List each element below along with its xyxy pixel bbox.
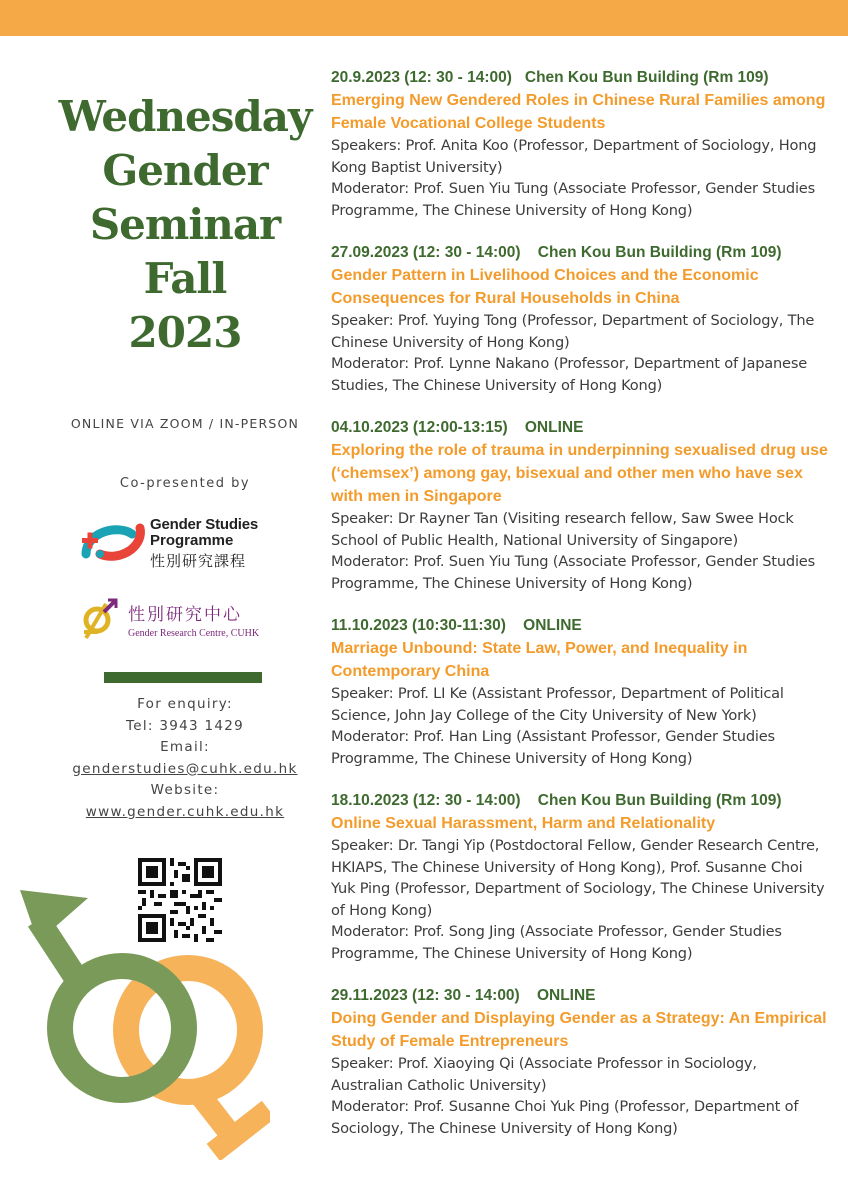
- event-title: Gender Pattern in Livelihood Choices and the Economic Consequences for Rural Households in China: [331, 267, 759, 307]
- gsp-mark-icon: [78, 514, 150, 568]
- event-date-venue: 29.11.2023 (12: 30 - 14:00) ONLINE: [331, 987, 596, 1004]
- gsp-name-zh: 性別研究課程: [150, 552, 247, 570]
- event-title: Doing Gender and Displaying Gender as a Strategy: An Empirical Study of Female Entrepreneurs: [331, 1010, 827, 1050]
- seminar-title: [40, 90, 330, 360]
- gender-studies-programme-logo: [78, 512, 298, 570]
- event-speaker: Speaker: Prof. Yuying Tong (Professor, Department of Sociology, The Chinese University of Hong Kong): [331, 312, 815, 351]
- divider-bar: [104, 672, 262, 683]
- title-line: Fall: [143, 254, 227, 303]
- event-item: [331, 241, 831, 396]
- gender-research-centre-logo: [80, 598, 300, 646]
- event-moderator: Moderator: Prof. Lynne Nakano (Professor, Department of Japanese Studies, The Chinese University of Hong Kong): [331, 355, 808, 394]
- title-line: Gender: [102, 146, 268, 195]
- left-column: [40, 90, 330, 820]
- event-list: [331, 66, 831, 1159]
- event-moderator: Moderator: Prof. Susanne Choi Yuk Ping (Professor, Department of Sociology, The Chinese University of Hong Kong): [331, 1098, 799, 1137]
- gsp-name-en-2: Programme: [150, 532, 234, 549]
- event-item: [331, 614, 831, 769]
- event-item: [331, 789, 831, 964]
- event-item: [331, 66, 831, 221]
- email-label: Email:: [160, 739, 210, 755]
- event-date-venue: 20.9.2023 (12: 30 - 14:00) Chen Kou Bun Building (Rm 109): [331, 69, 769, 86]
- contact-info: [40, 694, 330, 823]
- enquiry-label: For enquiry:: [137, 696, 233, 712]
- event-date-venue: 27.09.2023 (12: 30 - 14:00) Chen Kou Bun Building (Rm 109): [331, 244, 782, 261]
- gsp-name-en-1: Gender Studies: [150, 516, 259, 533]
- gender-symbol-icon: [10, 880, 270, 1160]
- website-link[interactable]: www.gender.cuhk.edu.hk: [85, 803, 285, 820]
- email-link[interactable]: genderstudies@cuhk.edu.hk: [72, 760, 298, 777]
- event-speaker: Speaker: Prof. Xiaoying Qi (Associate Professor in Sociology, Australian Catholic University): [331, 1055, 757, 1094]
- event-moderator: Moderator: Prof. Han Ling (Assistant Professor, Gender Studies Programme, The Chinese University of Hong Kong): [331, 728, 775, 767]
- attendance-mode: ONLINE VIA ZOOM / IN-PERSON: [70, 416, 300, 431]
- event-speaker: Speaker: Dr. Tangi Yip (Postdoctoral Fellow, Gender Research Centre, HKIAPS, The Chinese University of Hong Kong), Prof. Susanne Choi Yuk Ping (Professor, Department of Sociology, The Chinese University of Hong Kong): [331, 837, 825, 919]
- top-accent-bar: [0, 0, 848, 36]
- event-title: Online Sexual Harassment, Harm and Relationality: [331, 815, 716, 832]
- event-title: Exploring the role of trauma in underpinning sexualised drug use (‘chemsex’) among gay, bisexual and other men who have sex with men in Singapore: [331, 442, 828, 505]
- title-line: Wednesday: [58, 92, 312, 141]
- event-moderator: Moderator: Prof. Suen Yiu Tung (Associate Professor, Gender Studies Programme, The Chinese University of Hong Kong): [331, 180, 815, 219]
- website-label: Website:: [150, 782, 220, 798]
- title-line: 2023: [128, 308, 242, 357]
- event-date-venue: 18.10.2023 (12: 30 - 14:00) Chen Kou Bun Building (Rm 109): [331, 792, 782, 809]
- phone-number: Tel: 3943 1429: [125, 717, 245, 734]
- event-speaker: Speaker: Prof. LI Ke (Assistant Professor, Department of Political Science, John Jay College of the City University of New York): [331, 685, 784, 724]
- title-line: Seminar: [89, 200, 281, 249]
- grc-name-en: Gender Research Centre, CUHK: [128, 628, 260, 639]
- event-date-venue: 04.10.2023 (12:00-13:15) ONLINE: [331, 419, 584, 436]
- event-moderator: Moderator: Prof. Song Jing (Associate Professor, Gender Studies Programme, The Chinese University of Hong Kong): [331, 923, 782, 962]
- event-item: [331, 416, 831, 594]
- event-title: Emerging New Gendered Roles in Chinese Rural Families among Female Vocational College Students: [331, 92, 826, 132]
- event-moderator: Moderator: Prof. Suen Yiu Tung (Associate Professor, Gender Studies Programme, The Chinese University of Hong Kong): [331, 553, 815, 592]
- event-item: [331, 984, 831, 1139]
- event-speaker: Speakers: Prof. Anita Koo (Professor, Department of Sociology, Hong Kong Baptist University): [331, 137, 817, 176]
- event-date-venue: 11.10.2023 (10:30-11:30) ONLINE: [331, 617, 582, 634]
- grc-name-zh: 性別研究中心: [128, 605, 242, 625]
- grc-mark-icon: [80, 598, 120, 644]
- event-speaker: Speaker: Dr Rayner Tan (Visiting research fellow, Saw Swee Hock School of Public Health, National University of Singapore): [331, 510, 794, 549]
- copresented-label: Co-presented by: [119, 476, 251, 491]
- event-title: Marriage Unbound: State Law, Power, and Inequality in Contemporary China: [331, 640, 748, 680]
